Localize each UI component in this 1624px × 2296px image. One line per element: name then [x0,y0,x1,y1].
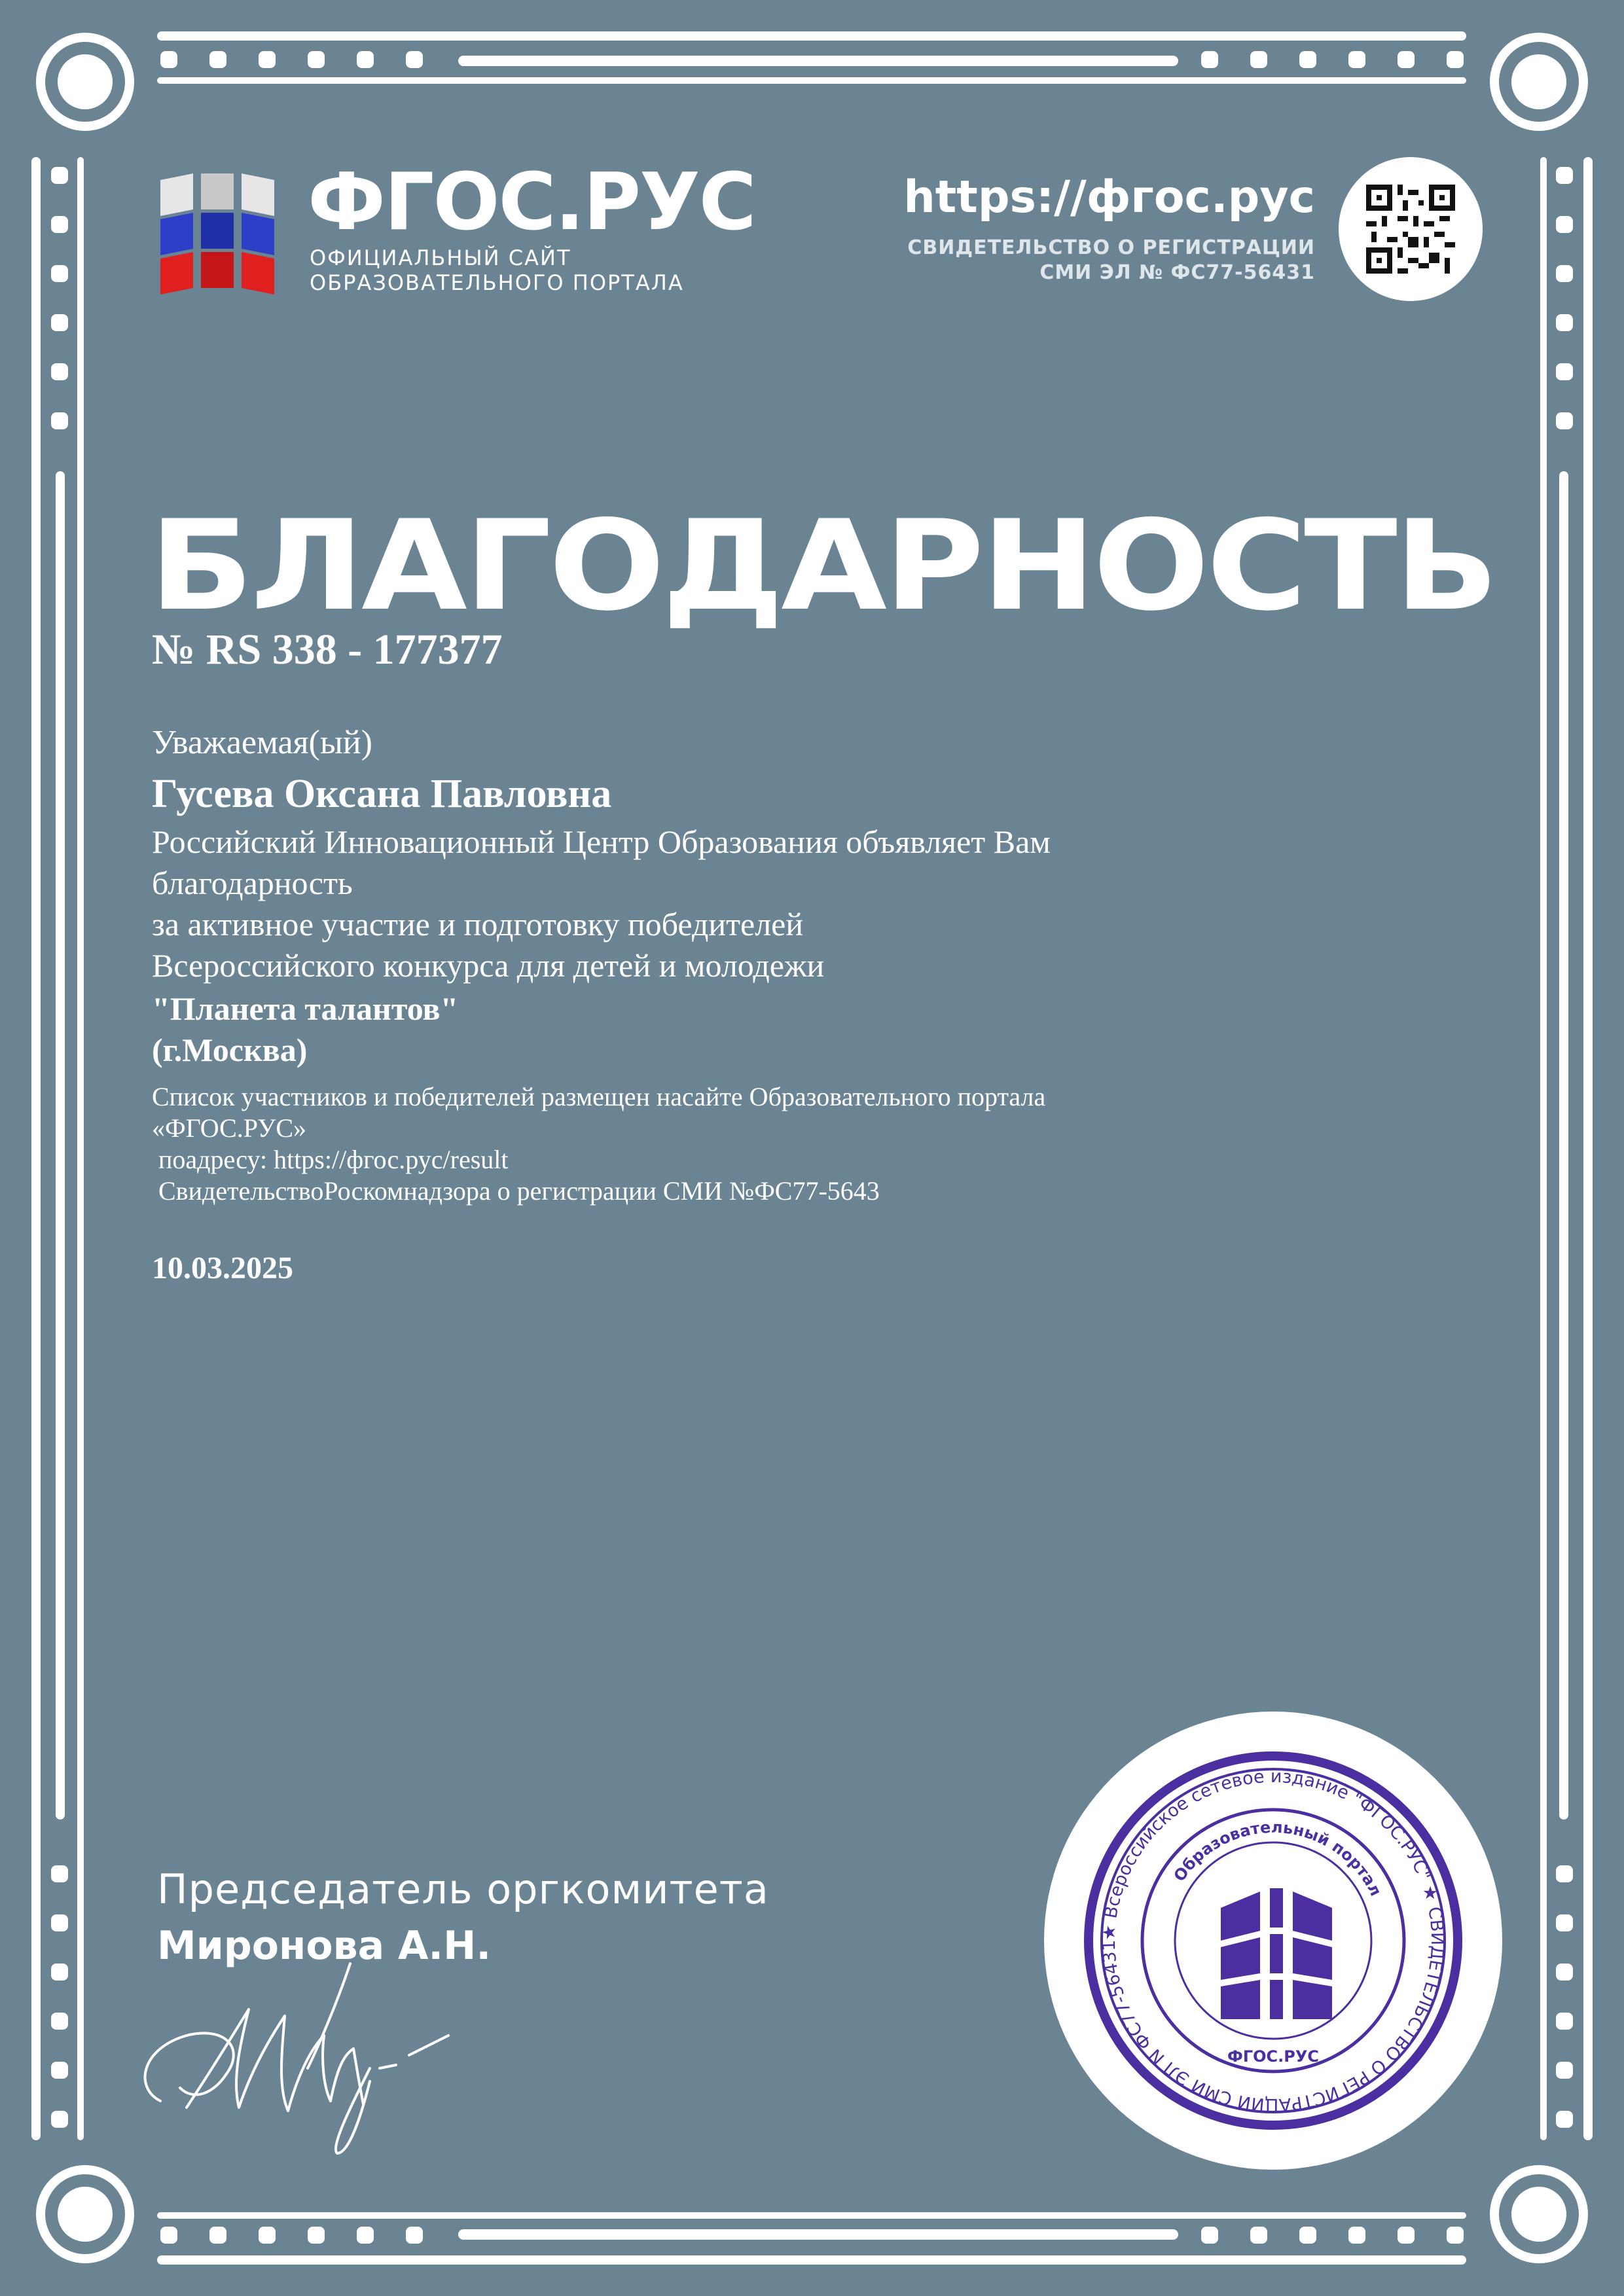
award-text-line4: Всероссийского конкурса для детей и молодежи [152,947,825,984]
award-text-line3: за активное участие и подготовку победителей [152,906,804,942]
results-note [152,1081,1265,1207]
award-text-line2: благодарность [152,865,353,901]
seal-stamp-icon [1044,1712,1502,2170]
greeting: Уважаемая(ый) [152,724,372,761]
contest-block [152,988,458,1071]
seal-stamp [1044,1712,1502,2170]
seal-inner-text: Образовательный портал [1170,1818,1386,1899]
flag-logo-icon [160,173,278,298]
recipient-name: Гусева Оксана Павловна [152,772,612,816]
chairman-name: Миронова А.Н. [157,1923,492,1969]
seal-outer-text: ★ Всероссийское сетевое издание "ФГОС.РУС" ★ СВИДЕТЕЛЬСТВО О РЕГИСТРАЦИИ СМИ ЭЛ N ФС77-56431 [1098,1766,1448,2115]
chairman-title: Председатель оргкомитета [157,1865,769,1913]
results-note-line3: поадресу: https://фгос.рус/result [152,1145,509,1174]
contest-name: "Планета талантов" [152,990,459,1027]
results-note-line4: СвидетельствоРоскомнадзора о регистрации СМИ №ФС77-5643 [152,1176,880,1206]
site-url: https://фгос.рус [903,171,1315,223]
award-text-line1: Российский Инновационный Центр Образования объявляет Вам [152,823,1051,860]
results-note-line2: «ФГОС.РУС» [152,1113,307,1143]
logo-subtitle [310,245,684,295]
qr-code-icon [1366,185,1455,274]
logo-subtitle-line1: ОФИЦИАЛЬНЫЙ САЙТ [310,245,571,270]
seal-bottom-text: ФГОС.РУС [1227,2047,1319,2066]
qr-code-badge [1339,157,1483,301]
signature-icon [134,1937,461,2160]
certificate-heading: БЛАГОДАРНОСТЬ [149,493,1496,638]
registration-text [907,236,1315,285]
logo-subtitle-line2: ОБРАЗОВАТЕЛЬНОГО ПОРТАЛА [310,270,684,295]
issue-date: 10.03.2025 [152,1251,293,1285]
registration-line2: СМИ ЭЛ № ФС77-56431 [1039,261,1315,284]
logo-title: ФГОС.РУС [308,157,755,248]
registration-line1: СВИДЕТЕЛЬСТВО О РЕГИСТРАЦИИ [907,236,1315,259]
award-text [152,821,1265,986]
certificate-number: № RS 338 - 177377 [152,626,503,673]
contest-city: (г.Москва) [152,1031,308,1068]
results-note-line1: Список участников и победителей размещен насайте Образовательного портала [152,1082,1046,1111]
